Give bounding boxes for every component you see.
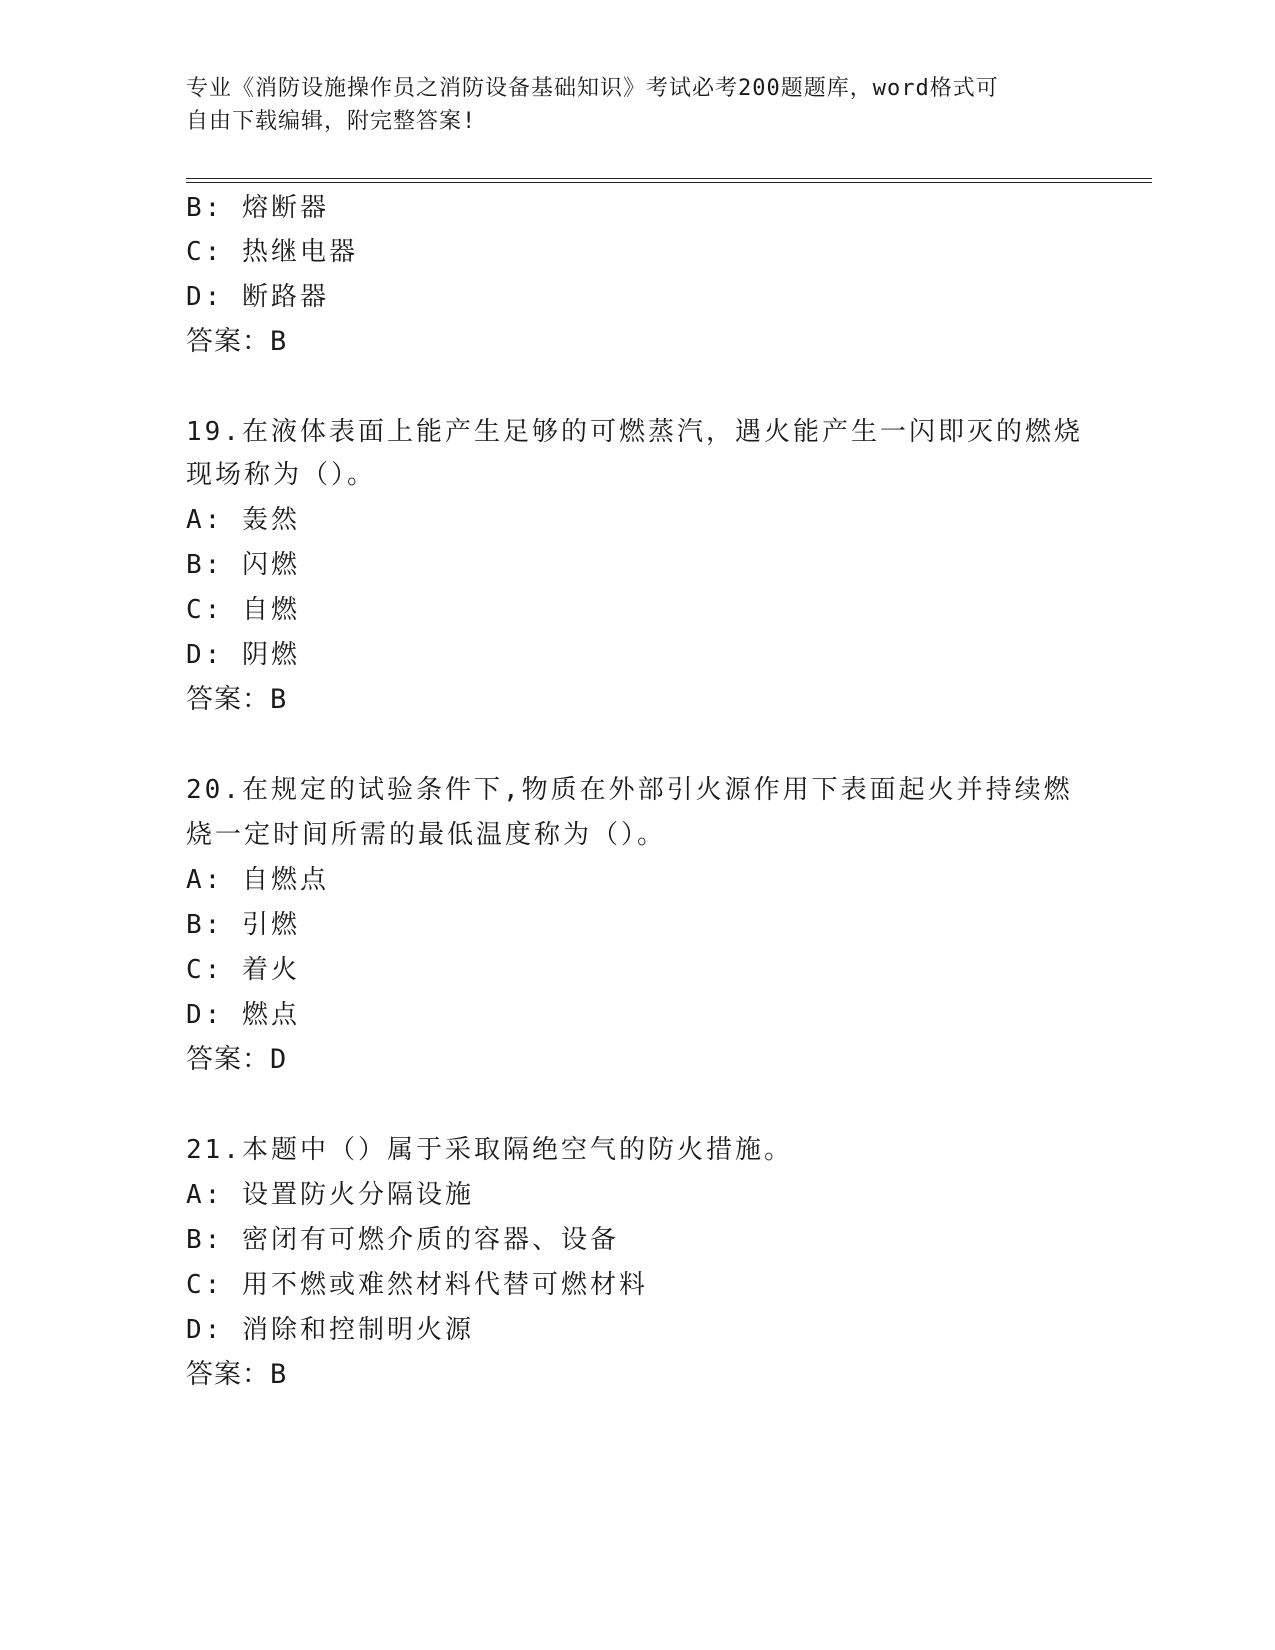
header-line-2: 自由下载编辑，附完整答案! [186,109,477,134]
q20-option-c: C: 着火 [186,955,300,985]
q20-option-d: D: 燃点 [186,1000,300,1030]
q21-option-a: A: 设置防火分隔设施 [186,1180,474,1210]
q19-option-b: B: 闪燃 [186,550,300,580]
q21-option-d: D: 消除和控制明火源 [186,1315,474,1345]
q21-stem-line-1: 21.本题中（）属于采取隔绝空气的防火措施。 [186,1135,793,1165]
header-divider-top [186,178,1152,179]
q19-option-a: A: 轰然 [186,505,300,535]
header-line-1: 专业《消防设施操作员之消防设备基础知识》考试必考200题题库，word格式可 [186,76,999,101]
q20-answer: 答案：D [186,1044,288,1075]
q19-stem-line-1: 19.在液体表面上能产生足够的可燃蒸汽，遇火能产生一闪即灭的燃烧 [186,417,1083,447]
q19-option-c: C: 自燃 [186,595,300,625]
q19-option-d: D: 阴燃 [186,640,300,670]
q18-option-b: B: 熔断器 [186,193,329,223]
q18-answer: 答案：B [186,326,288,357]
q19-stem-line-2: 现场称为（）。 [186,460,377,490]
q18-option-c: C: 热继电器 [186,237,358,267]
q20-stem-line-1: 20.在规定的试验条件下,物质在外部引火源作用下表面起火并持续燃 [186,775,1073,805]
q21-option-c: C: 用不燃或难然材料代替可燃材料 [186,1270,648,1300]
header-divider-bottom [186,182,1152,183]
q20-option-b: B: 引燃 [186,910,300,940]
q19-answer: 答案：B [186,684,288,715]
q18-option-d: D: 断路器 [186,282,329,312]
q21-option-b: B: 密闭有可燃介质的容器、设备 [186,1225,619,1255]
document-header [186,72,1066,138]
q20-stem-line-2: 烧一定时间所需的最低温度称为（）。 [186,820,667,850]
q21-answer: 答案：B [186,1359,288,1390]
q20-option-a: A: 自燃点 [186,865,329,895]
